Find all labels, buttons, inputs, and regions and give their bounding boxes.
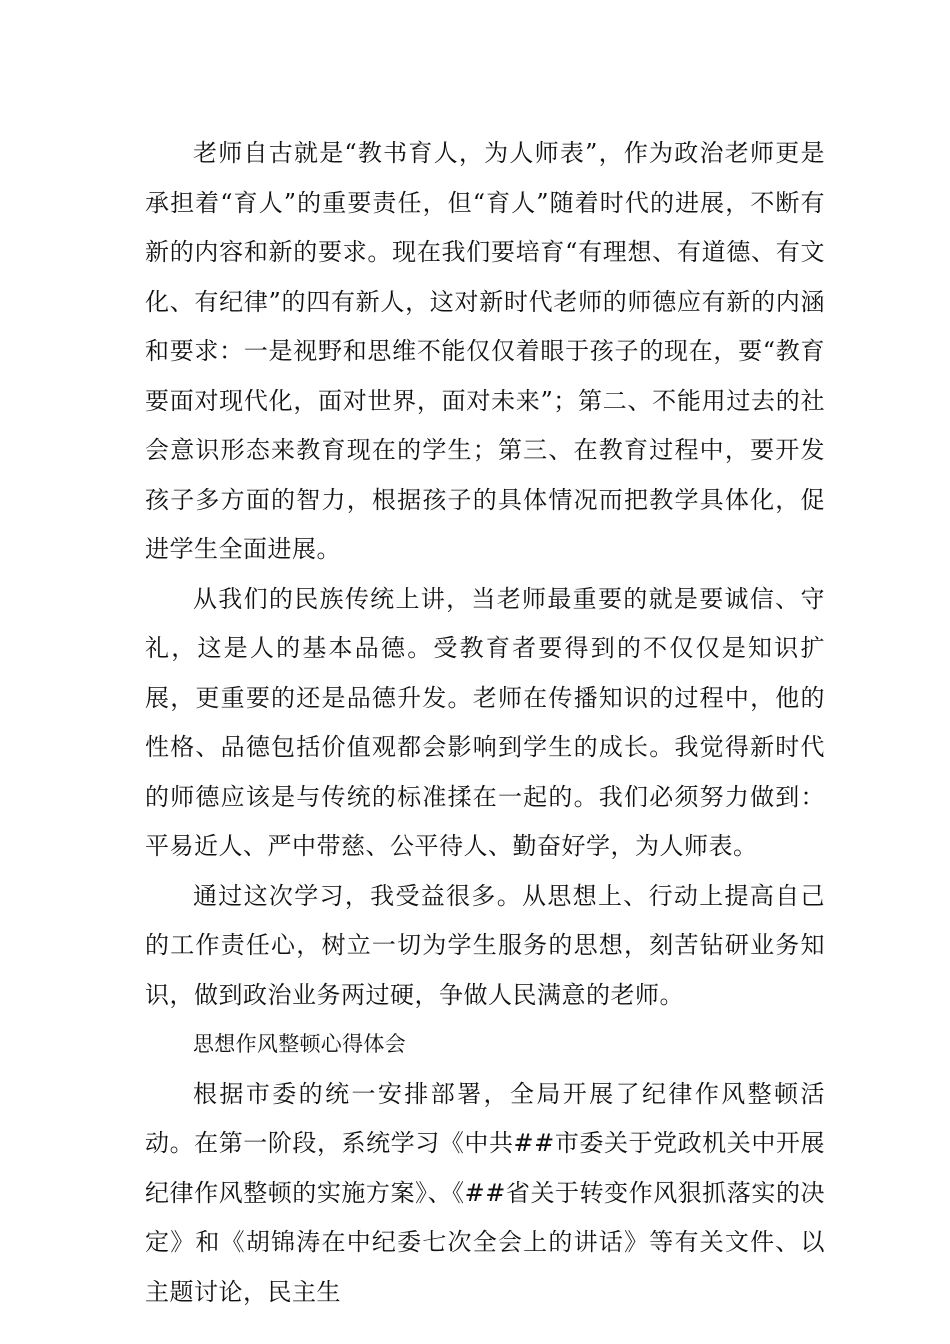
section-title: 思想作风整顿心得体会 <box>193 1032 406 1056</box>
paragraph-rectification: 根据市委的统一安排部署，全局开展了纪律作风整顿活动。在第一阶段，系统学习《中共##市委关于党政机关中开展纪律作风整顿的实施方案》、《##省关于转变作风狠抓落实的决定》和《胡锦涛在中纪委七次全会上的讲话》等有关文件、以主题讨论，民主生 <box>145 1079 825 1306</box>
paragraph-teacher-ethics: 老师自古就是“教书育人，为人师表”，作为政治老师更是承担着“育人”的重要责任，但“育人”随着时代的进展，不断有新的内容和新的要求。现在我们要培育“有理想、有道德、有文化、有纪律”的四有新人，这对新时代老师的师德应有新的内涵和要求：一是视野和思维不能仅仅着眼于孩子的现在，要“教育要面对现代化，面对世界，面对未来”；第二、不能用过去的社会意识形态来教育现在的学生；第三、在教育过程中，要开发孩子多方面的智力，根据孩子的具体情况而把教学具体化，促进学生全面进展。 <box>145 139 825 563</box>
paragraph-tradition: 从我们的民族传统上讲，当老师最重要的就是要诚信、守礼，这是人的基本品德。受教育者要得到的不仅仅是知识扩展，更重要的还是品德升发。老师在传播知识的过程中，他的性格、品德包括价值观都会影响到学生的成长。我觉得新时代的师德应该是与传统的标准揉在一起的。我们必须努力做到：平易近人、严中带慈、公平待人、勤奋好学，为人师表。 <box>145 584 825 860</box>
paragraph-study-gain: 通过这次学习，我受益很多。从思想上、行动上提高自己的工作责任心，树立一切为学生服务的思想，刻苦钻研业务知识，做到政治业务两过硬，争做人民满意的老师。 <box>145 881 825 1009</box>
document-body <box>145 129 825 1317</box>
